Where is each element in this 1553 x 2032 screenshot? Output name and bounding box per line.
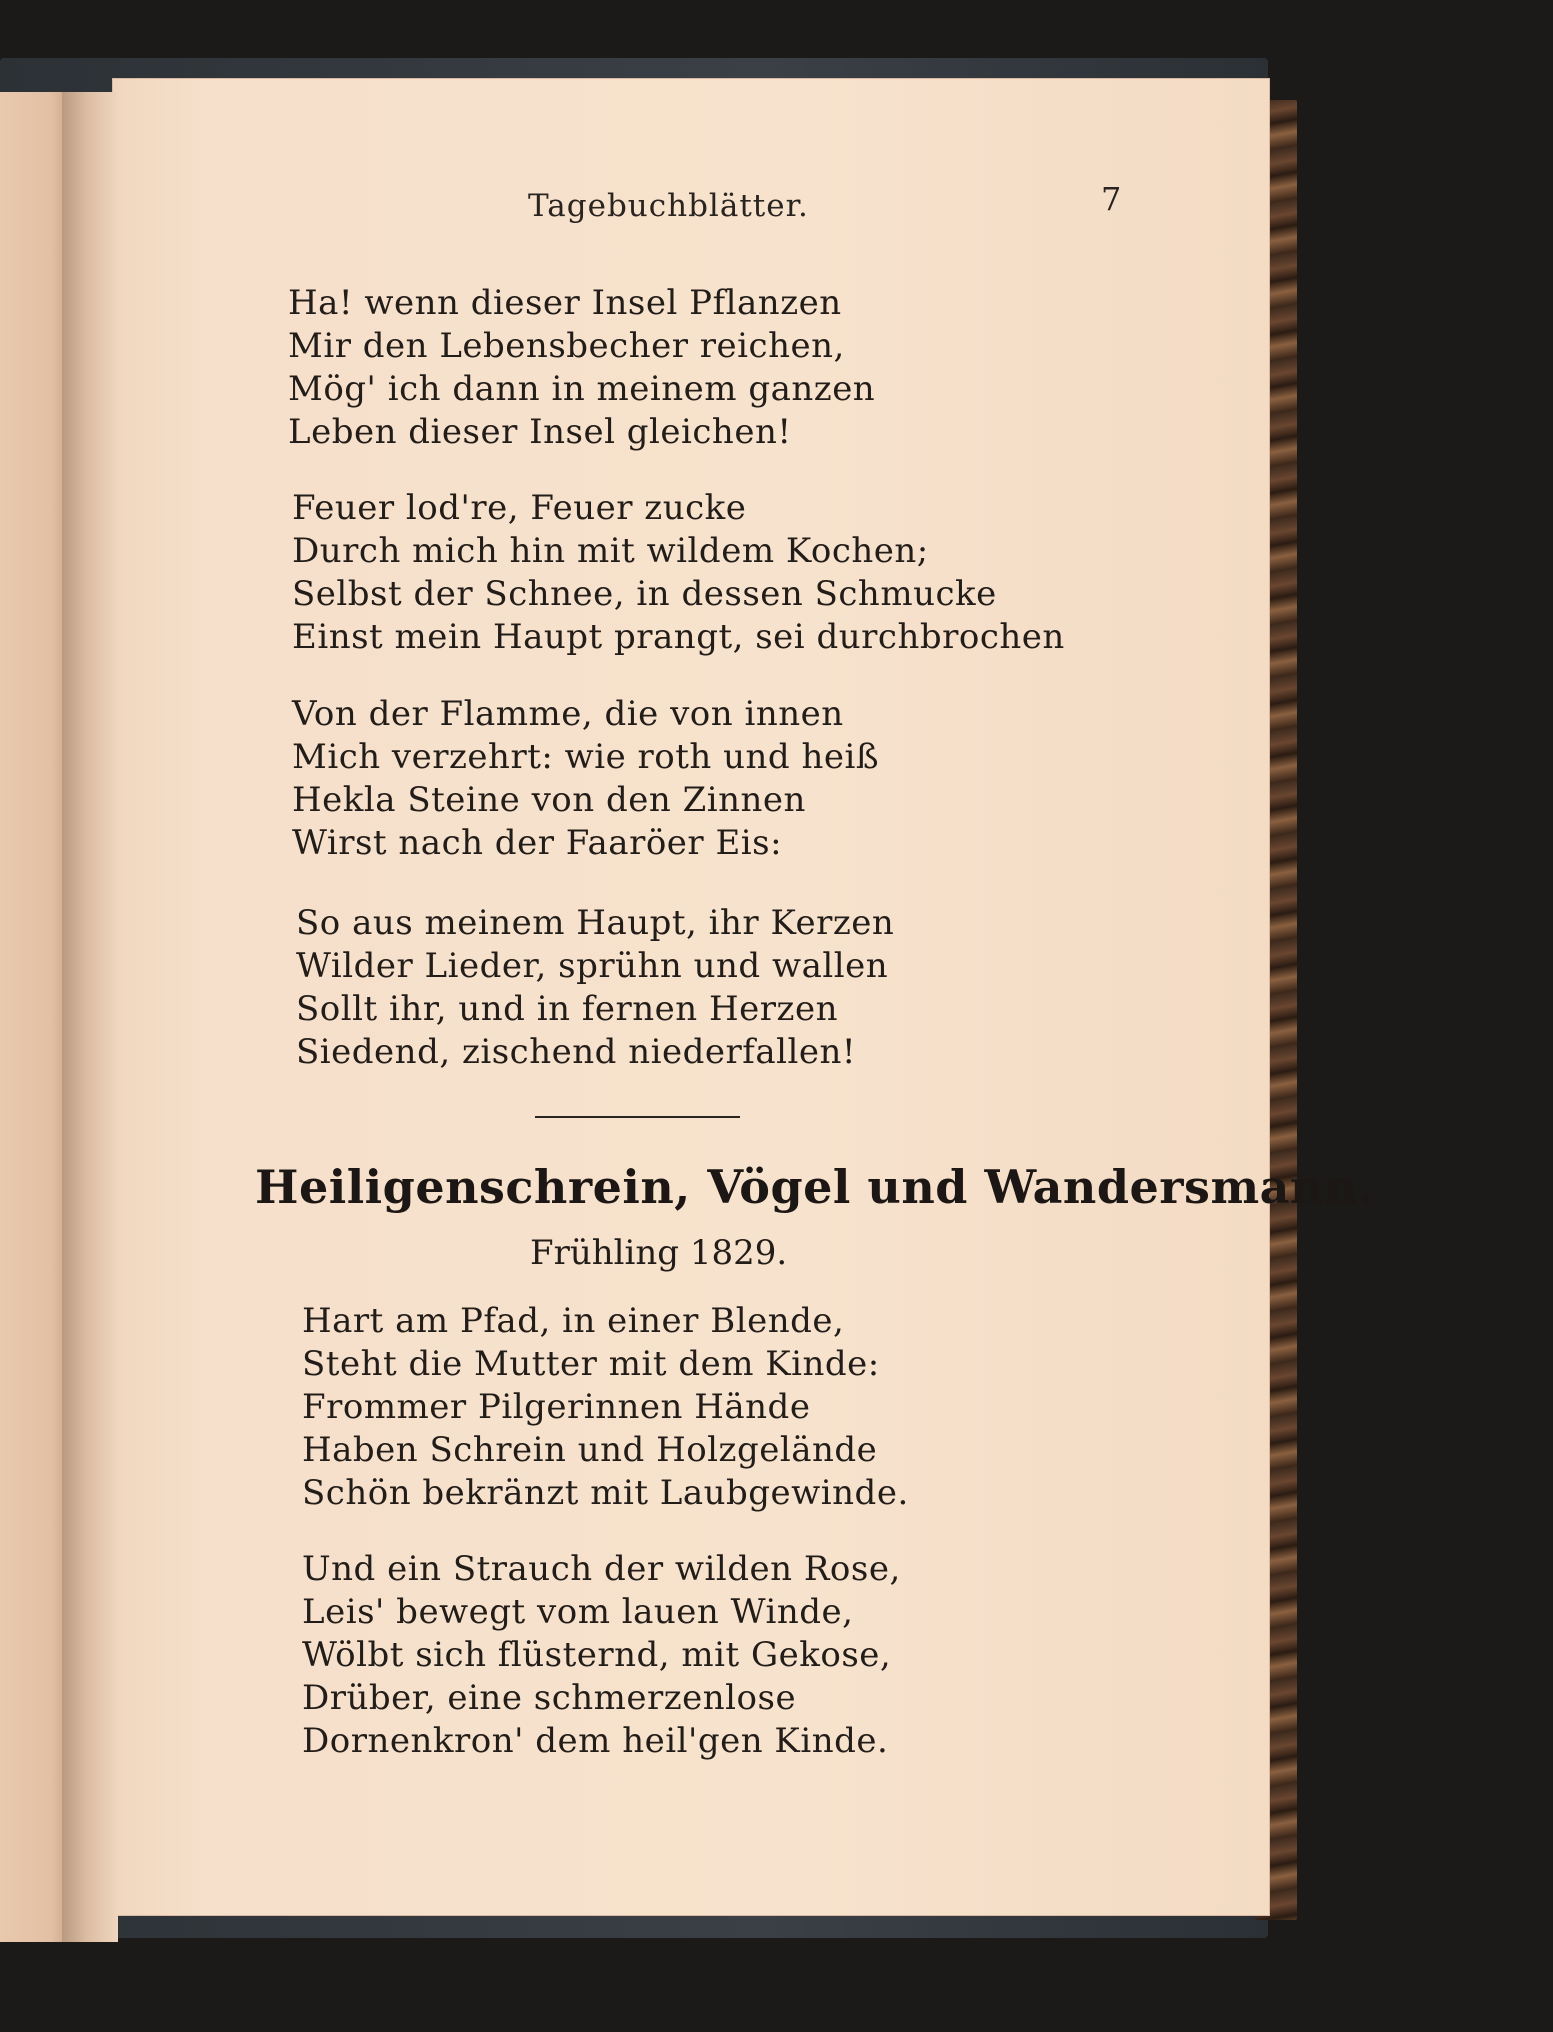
verse-line: Von der Flamme, die von innen: [292, 694, 844, 734]
verse-line: Wilder Lieder, sprühn und wallen: [296, 946, 889, 986]
poem-stanza-1: [302, 1300, 909, 1515]
verse-line: Feuer lod're, Feuer zucke: [292, 488, 747, 528]
poem-stanza-2: [302, 1548, 901, 1763]
verse-line: Steht die Mutter mit dem Kinde:: [302, 1344, 880, 1384]
section-divider: [535, 1116, 740, 1118]
stanza-1: [288, 282, 875, 454]
verse-line: Dornenkron' dem heil'gen Kinde.: [302, 1721, 889, 1761]
verse-line: Einst mein Haupt prangt, sei durchbrochen: [292, 617, 1065, 657]
page-gutter: [62, 92, 118, 1942]
verse-line: Mich verzehrt: wie roth und heiß: [292, 737, 880, 777]
verse-line: Mög' ich dann in meinem ganzen: [288, 369, 876, 409]
verse-line: Mir den Lebensbecher reichen,: [288, 326, 845, 366]
poem-title: Heiligenschrein, Vögel und Wandersmann.: [255, 1160, 1375, 1214]
verse-line: Leis' bewegt vom lauen Winde,: [302, 1592, 854, 1632]
verse-line: Haben Schrein und Holzgeländе: [302, 1430, 878, 1470]
verse-line: Wölbt sich flüsternd, mit Gekose,: [302, 1635, 892, 1675]
verse-line: Siedend, zischend niederfallen!: [296, 1032, 857, 1072]
verse-line: Schön bekränzt mit Laubgewinde.: [302, 1473, 909, 1513]
verse-line: Selbst der Schnee, in dessen Schmucke: [292, 574, 997, 614]
running-head: Tagebuchblätter.: [528, 188, 809, 224]
page-number: 7: [1101, 180, 1122, 218]
stanza-2: [292, 487, 1065, 659]
stanza-3: [292, 693, 879, 865]
poem-subtitle: Frühling 1829.: [530, 1233, 788, 1273]
stanza-4: [296, 902, 894, 1074]
verse-line: Sollt ihr, und in fernen Herzen: [296, 989, 838, 1029]
verse-line: So aus meinem Haupt, ihr Kerzen: [296, 903, 895, 943]
verse-line: Hekla Steine von den Zinnen: [292, 780, 806, 820]
verse-line: Und ein Strauch der wilden Rose,: [302, 1549, 901, 1589]
verse-line: Frommer Pilgerinnen Hände: [302, 1387, 811, 1427]
verse-line: Leben dieser Insel gleichen!: [288, 412, 792, 452]
verse-line: Drüber, eine schmerzenlose: [302, 1678, 797, 1718]
verse-line: Wirst nach der Faaröer Eis:: [292, 823, 783, 863]
verse-line: Ha! wenn dieser Insel Pflanzen: [288, 283, 842, 323]
verse-line: Durch mich hin mit wildem Kochen;: [292, 531, 929, 571]
verse-line: Hart am Pfad, in einer Blende,: [302, 1301, 845, 1341]
